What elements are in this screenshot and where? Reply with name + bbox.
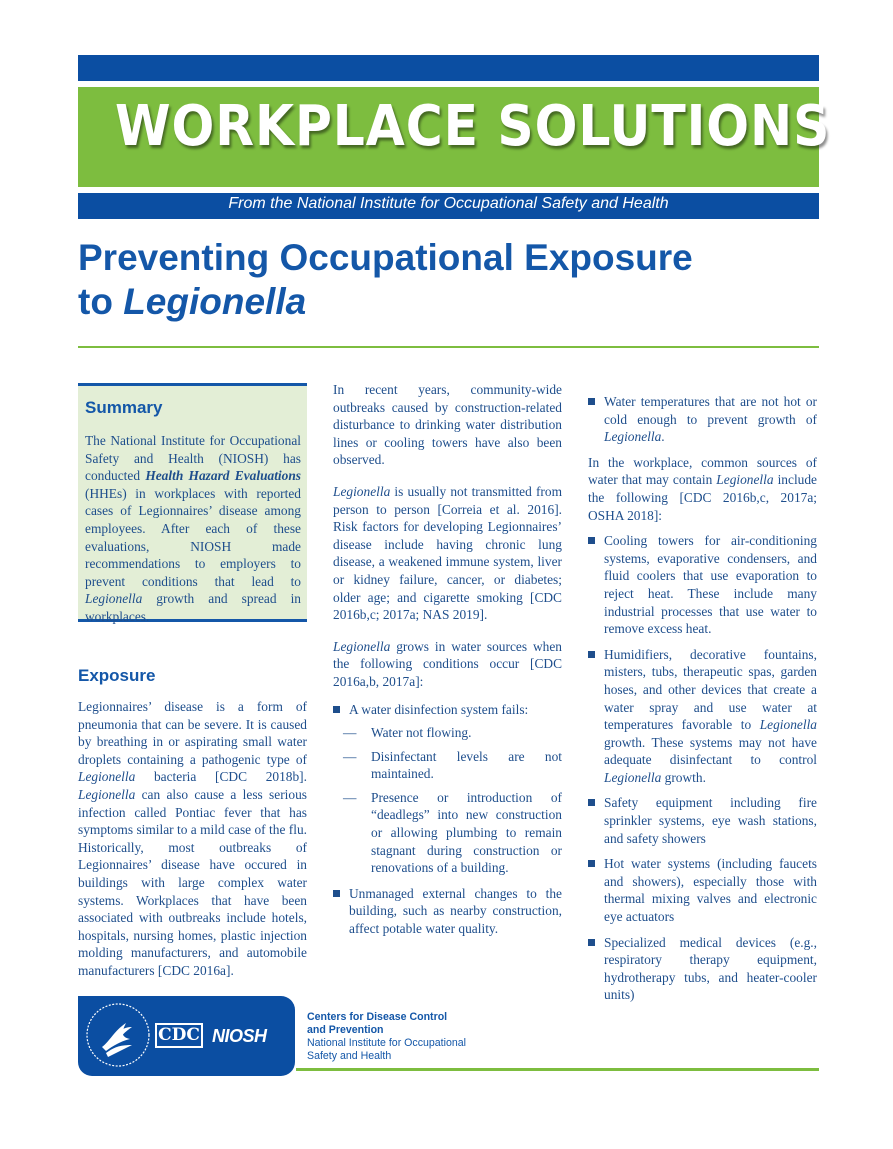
col3-item-2-italic-2: Legionella bbox=[604, 769, 662, 785]
list-item bbox=[333, 701, 562, 877]
footer-line-2: and Prevention bbox=[307, 1024, 384, 1036]
exposure-a: Legionnaires’ disease is a form of pneumonia that can be severe. It is caused by breathing in or aspirating small water droplets containing a pathogenic type of bbox=[78, 699, 307, 767]
cdc-logo: CDC bbox=[155, 1023, 203, 1048]
square-bullet-icon bbox=[333, 890, 340, 897]
list-item bbox=[588, 532, 817, 638]
footer-green-rule bbox=[296, 1068, 819, 1071]
title-line-2-italic: Legionella bbox=[123, 281, 307, 322]
col2-p2-italic: Legionella bbox=[333, 483, 391, 499]
col3-top-list bbox=[588, 393, 817, 446]
col2-dash-list bbox=[333, 724, 562, 877]
square-bullet-icon bbox=[588, 651, 595, 658]
col3-bullet-0-end: . bbox=[661, 429, 665, 445]
summary-text bbox=[85, 432, 301, 626]
title-line-2 bbox=[78, 280, 819, 324]
dash-icon: — bbox=[343, 789, 357, 805]
list-item bbox=[588, 794, 817, 847]
col3-intro-italic: Legionella bbox=[716, 472, 774, 488]
square-bullet-icon bbox=[333, 706, 340, 713]
top-blue-bar bbox=[78, 55, 819, 81]
col2-paragraph-1: In recent years, community-wide outbreaks caused by construction-related disturbance to drinking water distribution lines or cooling towers have also been observed. bbox=[333, 382, 562, 468]
col3-item-2-mid: growth. These systems may not have adequate disinfectant to control bbox=[604, 734, 817, 768]
list-item bbox=[333, 748, 562, 783]
col2-p3-text: grows in water sources when the following conditions occur [CDC 2016a,b, 2017a]: bbox=[333, 638, 562, 689]
dash-icon: — bbox=[343, 748, 357, 764]
col2-p3-italic: Legionella bbox=[333, 638, 391, 654]
banner-title: WORKPLACE SOLUTIONS bbox=[115, 94, 831, 159]
col3-intro-end: include the following [CDC 2016b,c, 2017a; OSHA 2018]: bbox=[588, 472, 817, 523]
col3-bullet-0-italic: Legionella bbox=[604, 429, 662, 445]
footer-line-1: Centers for Disease Control bbox=[307, 1011, 448, 1023]
exposure-b: bacteria [CDC 2018b]. bbox=[135, 769, 307, 785]
title-line-1: Preventing Occupational Exposure bbox=[78, 237, 693, 278]
col3-source-list bbox=[588, 532, 817, 1004]
col2-paragraph-3 bbox=[333, 638, 562, 691]
title-line-2-prefix: to bbox=[78, 281, 124, 322]
list-item bbox=[333, 724, 562, 742]
col3-intro bbox=[588, 454, 817, 524]
col3-item-4: Hot water systems (including faucets and showers), especially those with thermal mixing valves and electronic eye actuators bbox=[604, 856, 817, 925]
summary-legionella: Legionella bbox=[85, 591, 143, 607]
footer-line-4: Safety and Health bbox=[307, 1050, 392, 1062]
document-title bbox=[78, 236, 819, 324]
footer-agency-text bbox=[307, 1011, 587, 1063]
banner-subtitle: From the National Institute for Occupational Safety and Health bbox=[228, 195, 669, 212]
list-item bbox=[588, 646, 817, 787]
col2-bullet-2: Unmanaged external changes to the building, such as nearby construction, affect potable water quality. bbox=[349, 885, 562, 937]
square-bullet-icon bbox=[588, 939, 595, 946]
dash-icon: — bbox=[343, 725, 357, 741]
summary-hhe-term: Health Hazard Evaluations bbox=[145, 468, 302, 484]
list-item bbox=[588, 855, 817, 925]
col3-item-2-end: growth. bbox=[661, 769, 706, 785]
col3-intro-text: In the workplace, common sources of water that may contain bbox=[588, 454, 817, 488]
list-item bbox=[333, 885, 562, 938]
col2-paragraph-2 bbox=[333, 483, 562, 624]
col3-bullet-0: Water temperatures that are not hot or cold enough to prevent growth of bbox=[604, 394, 817, 427]
col3-item-5: Specialized medical devices (e.g., respiratory therapy equipment, hydrotherapy tubs, and heater-cooler units) bbox=[604, 934, 817, 1003]
square-bullet-icon bbox=[588, 799, 595, 806]
column-2 bbox=[333, 381, 562, 946]
col2-bullet-1: A water disinfection system fails: bbox=[349, 701, 529, 717]
list-item bbox=[588, 393, 817, 446]
list-item bbox=[333, 789, 562, 877]
exposure-text bbox=[78, 698, 307, 980]
square-bullet-icon bbox=[588, 398, 595, 405]
summary-p1-end: growth and spread in workplaces. bbox=[85, 591, 301, 624]
col3-item-2: Humidifiers, decorative fountains, misters, tubs, therapeutic spas, garden hoses, and other devices that create a water spray and use water at temperatures favorable to bbox=[604, 646, 817, 733]
footer-line-3: National Institute for Occupational bbox=[307, 1037, 466, 1049]
summary-heading: Summary bbox=[85, 398, 163, 417]
niosh-logo: NIOSH bbox=[212, 1026, 267, 1046]
list-item bbox=[588, 934, 817, 1004]
hhs-seal-icon bbox=[84, 1001, 152, 1069]
exposure-a-italic: Legionella bbox=[78, 769, 136, 785]
col2-dash-3: Presence or introduction of “deadlegs” into new construction or allowing plumbing to remain stagnant during construction or renovations of a building. bbox=[371, 789, 562, 876]
col3-item-3: Safety equipment including fire sprinkler systems, eye wash stations, and safety showers bbox=[604, 795, 817, 846]
col2-bullet-list bbox=[333, 701, 562, 938]
exposure-heading: Exposure bbox=[78, 666, 156, 685]
col2-dash-2: Disinfectant levels are not maintained. bbox=[371, 748, 562, 782]
exposure-c: can also cause a less serious infection called Pontiac fever that has symptoms similar to a mild case of the flu. Historically, most outbreaks of Legionnaires’ disease have occured in buildings with large complex water systems. Workplaces that have been associated with outbreaks include hotels, hospitals, nursing homes, plastic injection molding manufacturers, and automobile manufacturers [CDC 2016a]. bbox=[78, 786, 307, 978]
col2-dash-1: Water not flowing. bbox=[371, 725, 472, 741]
summary-p1-cont: (HHEs) in workplaces with reported cases of Legionnaires’ disease among employees. After each of these evaluations, NIOSH made recommendations to employers to prevent conditions that lead to bbox=[85, 485, 301, 589]
summary-p1: The National Institute for Occupational Safety and Health (NIOSH) has conducted bbox=[85, 433, 301, 484]
square-bullet-icon bbox=[588, 860, 595, 867]
col3-item-1: Cooling towers for air-conditioning systems, evaporative condensers, and fluid coolers that use evaporation to reject heat. These include many industrial processes that use water to remove excess heat. bbox=[604, 533, 817, 637]
column-3 bbox=[588, 393, 817, 1012]
title-divider bbox=[78, 346, 819, 348]
col3-item-2-italic: Legionella bbox=[759, 717, 817, 733]
square-bullet-icon bbox=[588, 537, 595, 544]
exposure-b-italic: Legionella bbox=[78, 786, 136, 802]
col2-p2-text: is usually not transmitted from person to person [Correia et al. 2016]. Risk factors for developing Legionnaires’ disease include having chronic lung disease, a weakened immune system, liver or kidney failure, cancer, or diabetes; older age; and cigarette smoking [CDC 2016b,c; 2017a; NAS 2019]. bbox=[333, 483, 562, 623]
